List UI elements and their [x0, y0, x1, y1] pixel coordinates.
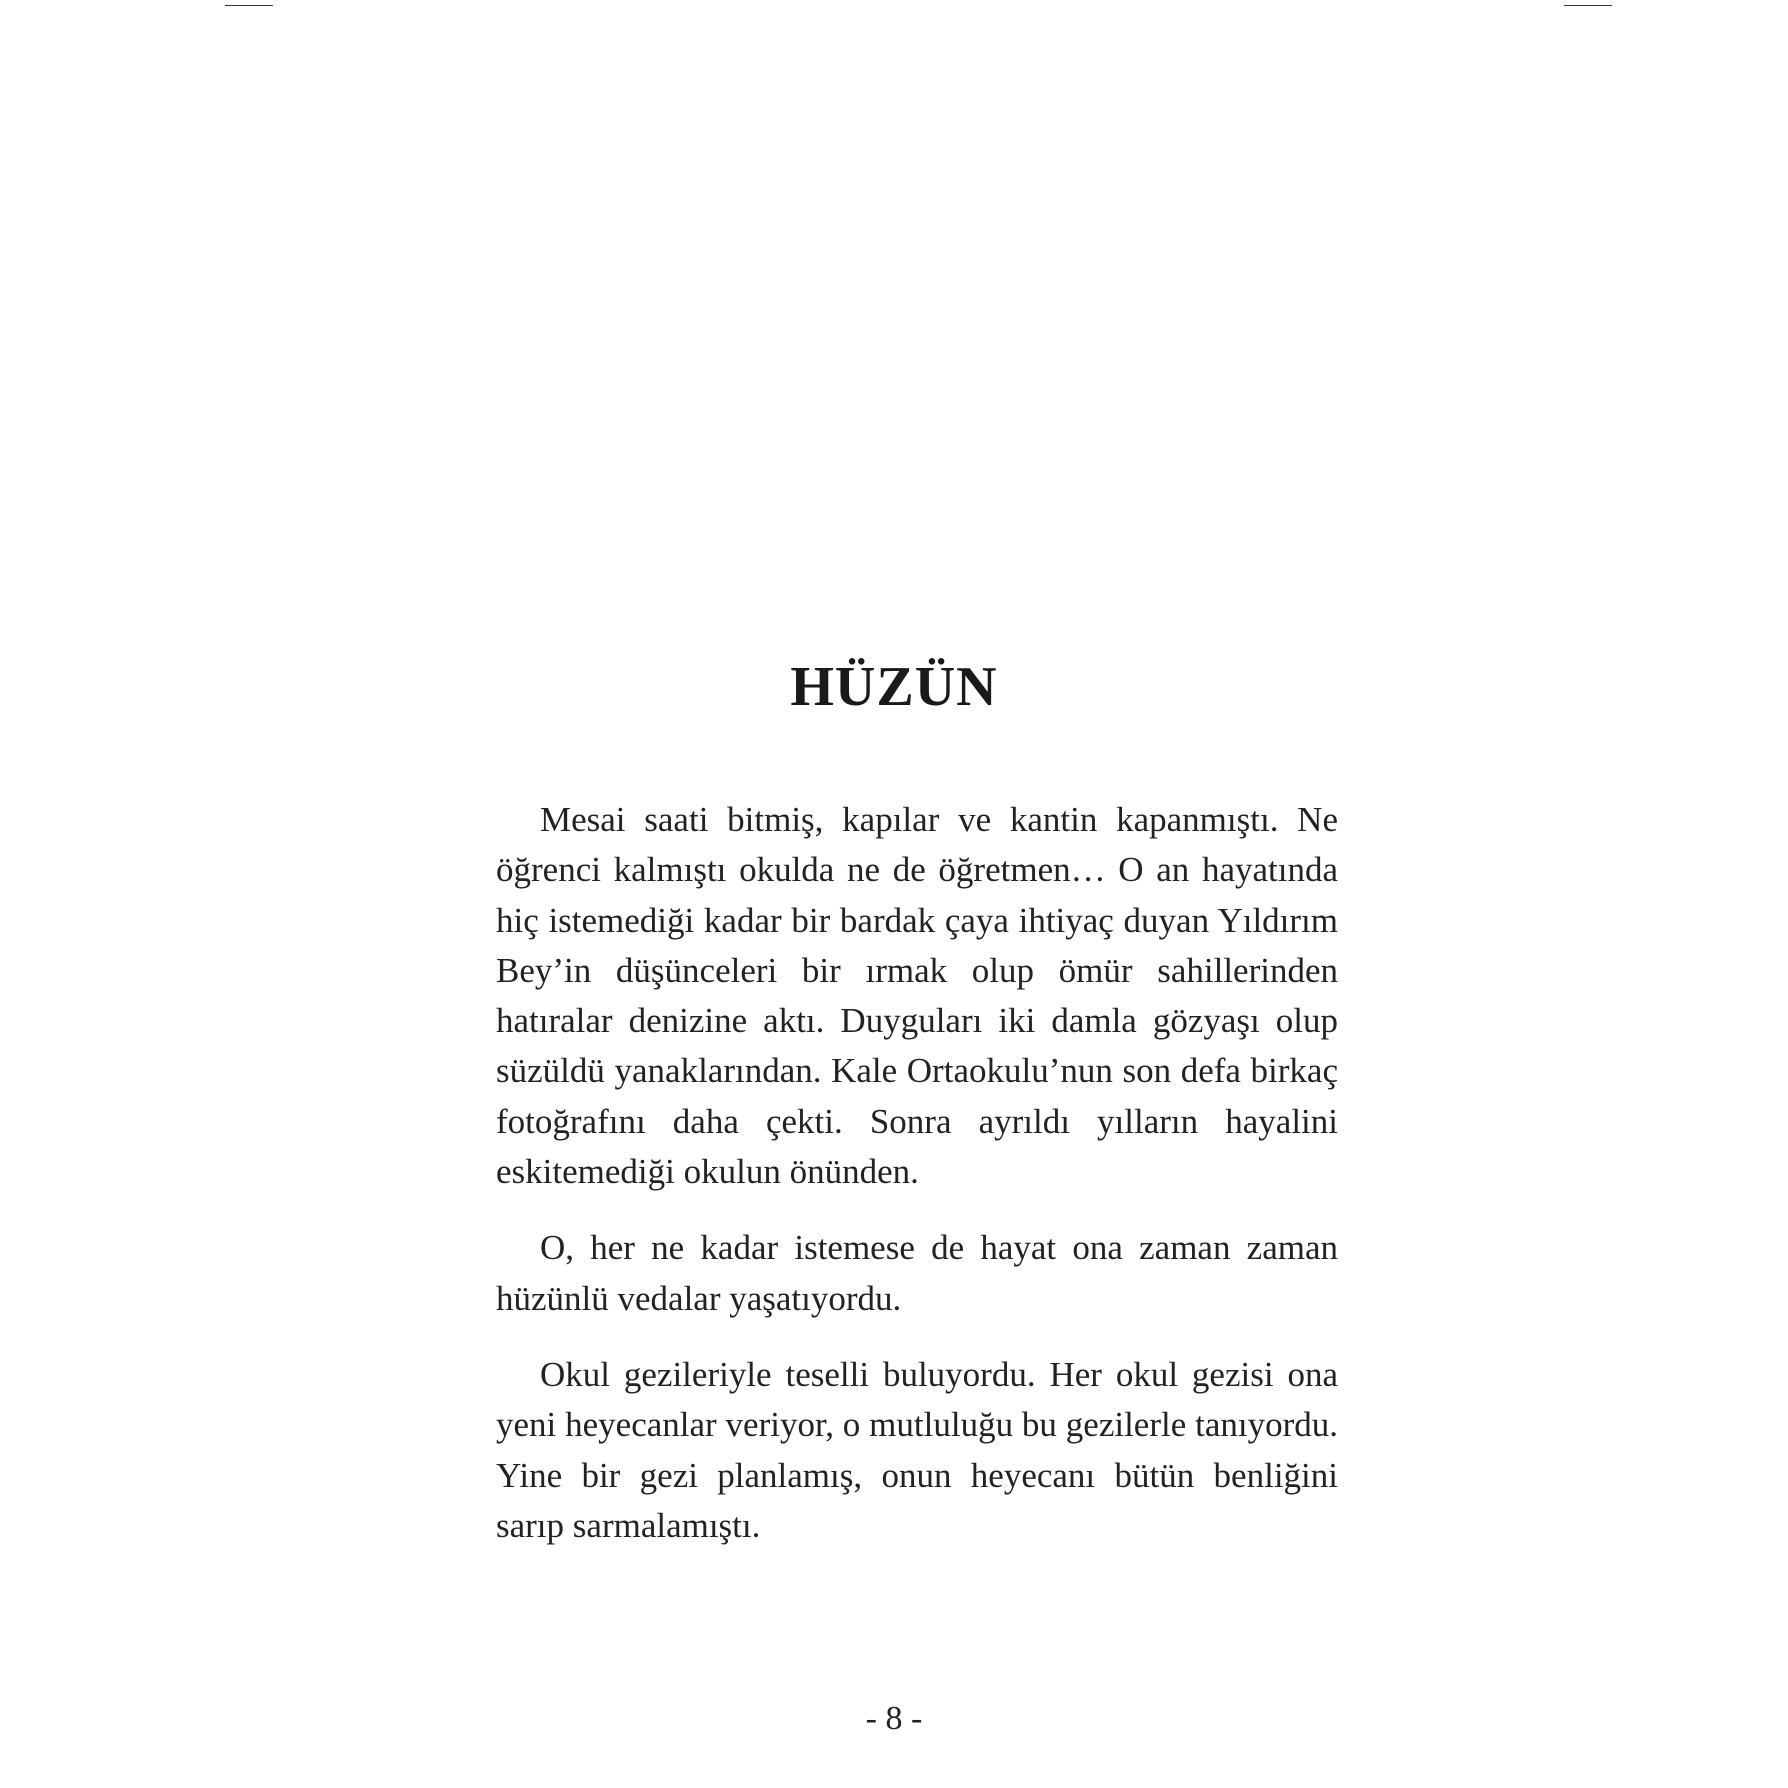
crop-mark-left [225, 5, 273, 6]
paragraph-2: O, her ne kadar istemese de hayat ona zaman zaman hüzünlü vedalar yaşatıyordu. [496, 1228, 1338, 1318]
crop-mark-right [1564, 5, 1612, 6]
paragraph-3: Okul gezileriyle teselli buluyordu. Her okul gezisi ona yeni heyecanlar veriyor, o mutluluğu bu gezilerle tanıyordu. Yine bir gezi planlamış, onun heyecanı bütün benliğini sarıp sarmalamıştı. [496, 1354, 1338, 1545]
page-number: - 8 - [865, 1700, 923, 1737]
body-text [496, 795, 1338, 1551]
paragraph-1: Mesai saati bitmiş, kapılar ve kantin kapanmıştı. Ne öğrenci kalmıştı okulda ne de öğretmen… O an hayatında hiç istemediği kadar bir bardak çaya ihtiyaç duyan Yıldırım Bey’in düşünceleri bir ırmak olup ömür sahillerinden hatıralar denizine aktı. Duyguları iki damla gözyaşı olup süzüldü yanaklarından. Kale Ortaokulu’nun son defa birkaç fotoğrafını daha çekti. Sonra ayrıldı yılların hayalini eskitemediği okulun önünden. [496, 800, 1338, 1192]
chapter-title: HÜZÜN [790, 655, 998, 718]
